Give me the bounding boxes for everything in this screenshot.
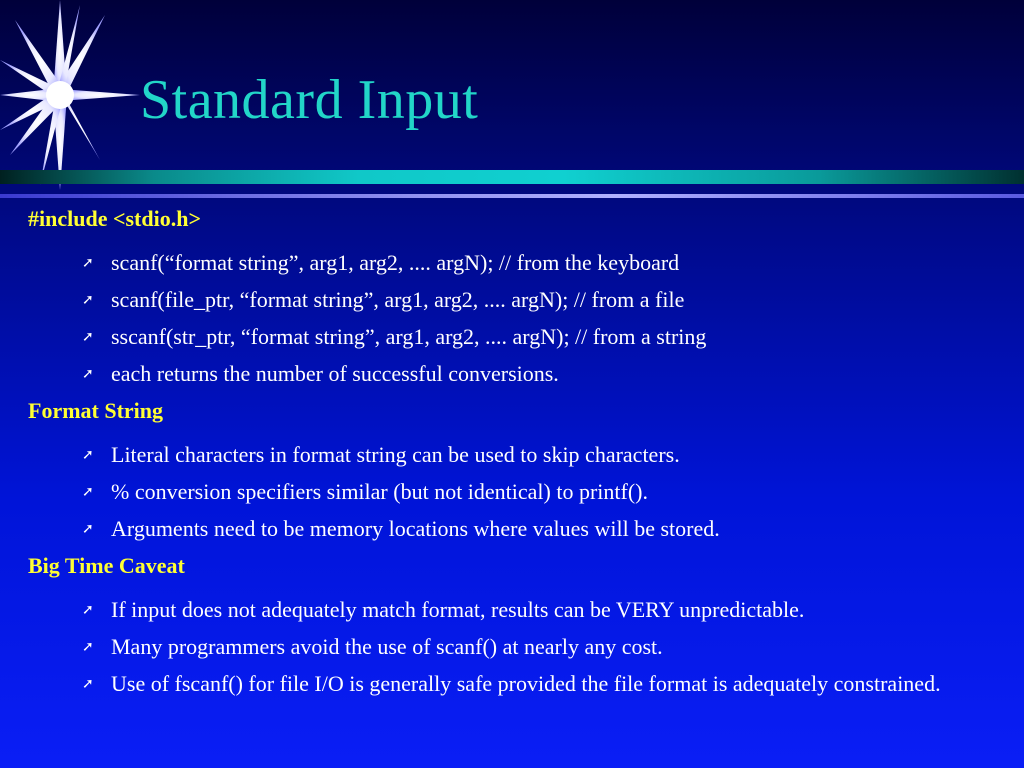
slide-content: [28, 204, 1008, 706]
list-item: ➚ Arguments need to be memory locations where values will be stored.: [82, 514, 1008, 543]
starburst-icon: [0, 0, 150, 190]
arrow-up-right-icon: ➚: [82, 330, 94, 345]
list-item: ➚ each returns the number of successful conversions.: [82, 359, 1008, 388]
slide-title: Standard Input: [140, 69, 479, 131]
arrow-up-right-icon: ➚: [82, 677, 94, 692]
list-item: ➚ scanf(file_ptr, “format string”, arg1, arg2, .... argN); // from a file: [82, 285, 1008, 314]
section-heading-format-string: Format String: [28, 398, 164, 423]
list-item: ➚ Literal characters in format string can be used to skip characters.: [82, 440, 1008, 469]
arrow-up-right-icon: ➚: [82, 522, 94, 537]
list-item: ➚ Use of fscanf() for file I/O is generally safe provided the file format is adequately constrained.: [82, 669, 1008, 698]
arrow-up-right-icon: ➚: [82, 485, 94, 500]
arrow-up-right-icon: ➚: [82, 367, 94, 382]
arrow-up-right-icon: ➚: [82, 640, 94, 655]
list-item: ➚ Many programmers avoid the use of scanf() at nearly any cost.: [82, 632, 1008, 661]
list-item: ➚ % conversion specifiers similar (but not identical) to printf().: [82, 477, 1008, 506]
section-heading-include: #include <stdio.h>: [28, 206, 202, 231]
list-item: ➚ scanf(“format string”, arg1, arg2, .... argN); // from the keyboard: [82, 248, 1008, 277]
arrow-up-right-icon: ➚: [82, 293, 94, 308]
title-divider: [0, 170, 1024, 184]
title-divider-thin: [0, 194, 1024, 198]
section-heading-big-time-caveat: Big Time Caveat: [28, 553, 185, 578]
bullet-list-format-string: [28, 440, 1008, 543]
bullet-list-caveat: [28, 595, 1008, 698]
arrow-up-right-icon: ➚: [82, 603, 94, 618]
list-item: ➚ If input does not adequately match format, results can be VERY unpredictable.: [82, 595, 1008, 624]
arrow-up-right-icon: ➚: [82, 448, 94, 463]
arrow-up-right-icon: ➚: [82, 256, 94, 271]
bullet-list-include: [28, 248, 1008, 388]
list-item: ➚ sscanf(str_ptr, “format string”, arg1, arg2, .... argN); // from a string: [82, 322, 1008, 351]
